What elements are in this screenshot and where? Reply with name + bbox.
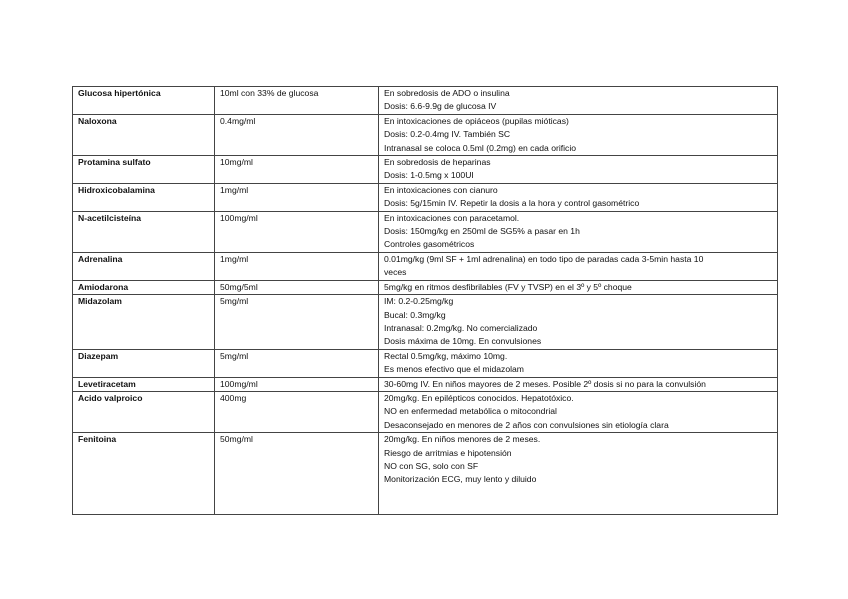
table-row [73,433,778,515]
note-line: 20mg/kg. En epilépticos conocidos. Hepatotóxico. [384,392,574,403]
note-line: Dosis: 1-0.5mg x 100UI [384,170,474,181]
table-row [73,280,778,294]
table-row [73,87,778,115]
note-line: En intoxicaciones con cianuro [384,184,498,195]
drug-name-cell: Midazolam [73,295,215,350]
drug-name-cell: Acido valproico [73,391,215,432]
drug-name-cell: N-acetilcisteína [73,211,215,252]
drug-notes-cell [379,377,778,391]
note-line: Dosis: 150mg/kg en 250ml de SG5% a pasar en 1h [384,226,580,237]
drug-dose-cell: 5mg/ml [215,295,379,350]
table-row [73,183,778,211]
drug-name-cell: Hidroxicobalamina [73,183,215,211]
drug-dose-cell: 1mg/ml [215,183,379,211]
note-line: Es menos efectivo que el midazolam [384,364,524,375]
drug-dose-cell: 100mg/ml [215,211,379,252]
note-line: Dosis máxima de 10mg. En convulsiones [384,336,542,347]
note-line: 30-60mg IV. En niños mayores de 2 meses. Posible 2º dosis si no para la convulsión [384,378,706,389]
drug-dose-cell: 50mg/5ml [215,280,379,294]
note-line: Bucal: 0.3mg/kg [384,309,446,320]
drug-dose-cell: 100mg/ml [215,377,379,391]
drug-name-cell: Fenitoina [73,433,215,515]
drug-dose-cell: 0.4mg/ml [215,114,379,155]
drug-table [72,86,778,515]
drug-name-cell: Naloxona [73,114,215,155]
drug-name-cell: Adrenalina [73,252,215,280]
drug-name-cell: Amiodarona [73,280,215,294]
note-line: NO con SG, solo con SF [384,460,479,471]
note-line: 20mg/kg. En niños menores de 2 meses. [384,434,541,445]
drug-dose-cell: 10ml con 33% de glucosa [215,87,379,115]
note-line: 5mg/kg en ritmos desfibrilables (FV y TVSP) en el 3º y 5º choque [384,281,632,292]
note-line: Dosis: 5g/15min IV. Repetir la dosis a la hora y control gasométrico [384,198,640,209]
note-line: Rectal 0.5mg/kg, máximo 10mg. [384,350,508,361]
table-row [73,114,778,155]
table-row [73,156,778,184]
note-line: En intoxicaciones con paracetamol. [384,212,520,223]
drug-dose-cell: 400mg [215,391,379,432]
note-line: Monitorización ECG, muy lento y diluido [384,474,537,485]
note-line: Intranasal: 0.2mg/kg. No comercializado [384,322,538,333]
drug-dose-cell: 5mg/ml [215,349,379,377]
drug-dose-cell: 1mg/ml [215,252,379,280]
drug-name-cell: Glucosa hipertónica [73,87,215,115]
drug-dose-cell: 10mg/ml [215,156,379,184]
drug-notes-cell [379,433,778,515]
drug-name-cell: Levetiracetam [73,377,215,391]
note-line: IM: 0.2-0.25mg/kg [384,296,454,307]
drug-name-cell: Protamina sulfato [73,156,215,184]
note-line: veces [384,267,407,278]
drug-notes-cell [379,183,778,211]
table-row [73,211,778,252]
note-line: Desaconsejado en menores de 2 años con convulsiones sin etiología clara [384,419,669,430]
note-line: Dosis: 6.6-9.9g de glucosa IV [384,101,497,112]
note-line: NO en enfermedad metabólica o mitocondrial [384,406,557,417]
drug-notes-cell [379,349,778,377]
note-line: En intoxicaciones de opiáceos (pupilas mióticas) [384,115,569,126]
drug-name-cell: Diazepam [73,349,215,377]
table-row [73,377,778,391]
note-line: 0.01mg/kg (9ml SF + 1ml adrenalina) en todo tipo de paradas cada 3-5min hasta 10 [384,253,704,264]
table-row [73,252,778,280]
note-line: En sobredosis de ADO o insulina [384,88,510,98]
table-row [73,295,778,350]
table-row [73,349,778,377]
table-row [73,391,778,432]
drug-notes-cell [379,295,778,350]
note-line: Controles gasométricos [384,239,475,250]
drug-notes-cell [379,87,778,115]
drug-notes-cell [379,156,778,184]
drug-notes-cell [379,211,778,252]
note-line: En sobredosis de heparinas [384,157,491,168]
drug-notes-cell [379,280,778,294]
drug-notes-cell [379,114,778,155]
drug-dose-cell: 50mg/ml [215,433,379,515]
drug-notes-cell [379,252,778,280]
note-line: Riesgo de arritmias e hipotensión [384,447,512,458]
drug-notes-cell [379,391,778,432]
note-line: Dosis: 0.2-0.4mg IV. También SC [384,129,511,140]
drug-table-body [73,87,778,515]
note-line: Intranasal se coloca 0.5ml (0.2mg) en cada orificio [384,142,577,153]
